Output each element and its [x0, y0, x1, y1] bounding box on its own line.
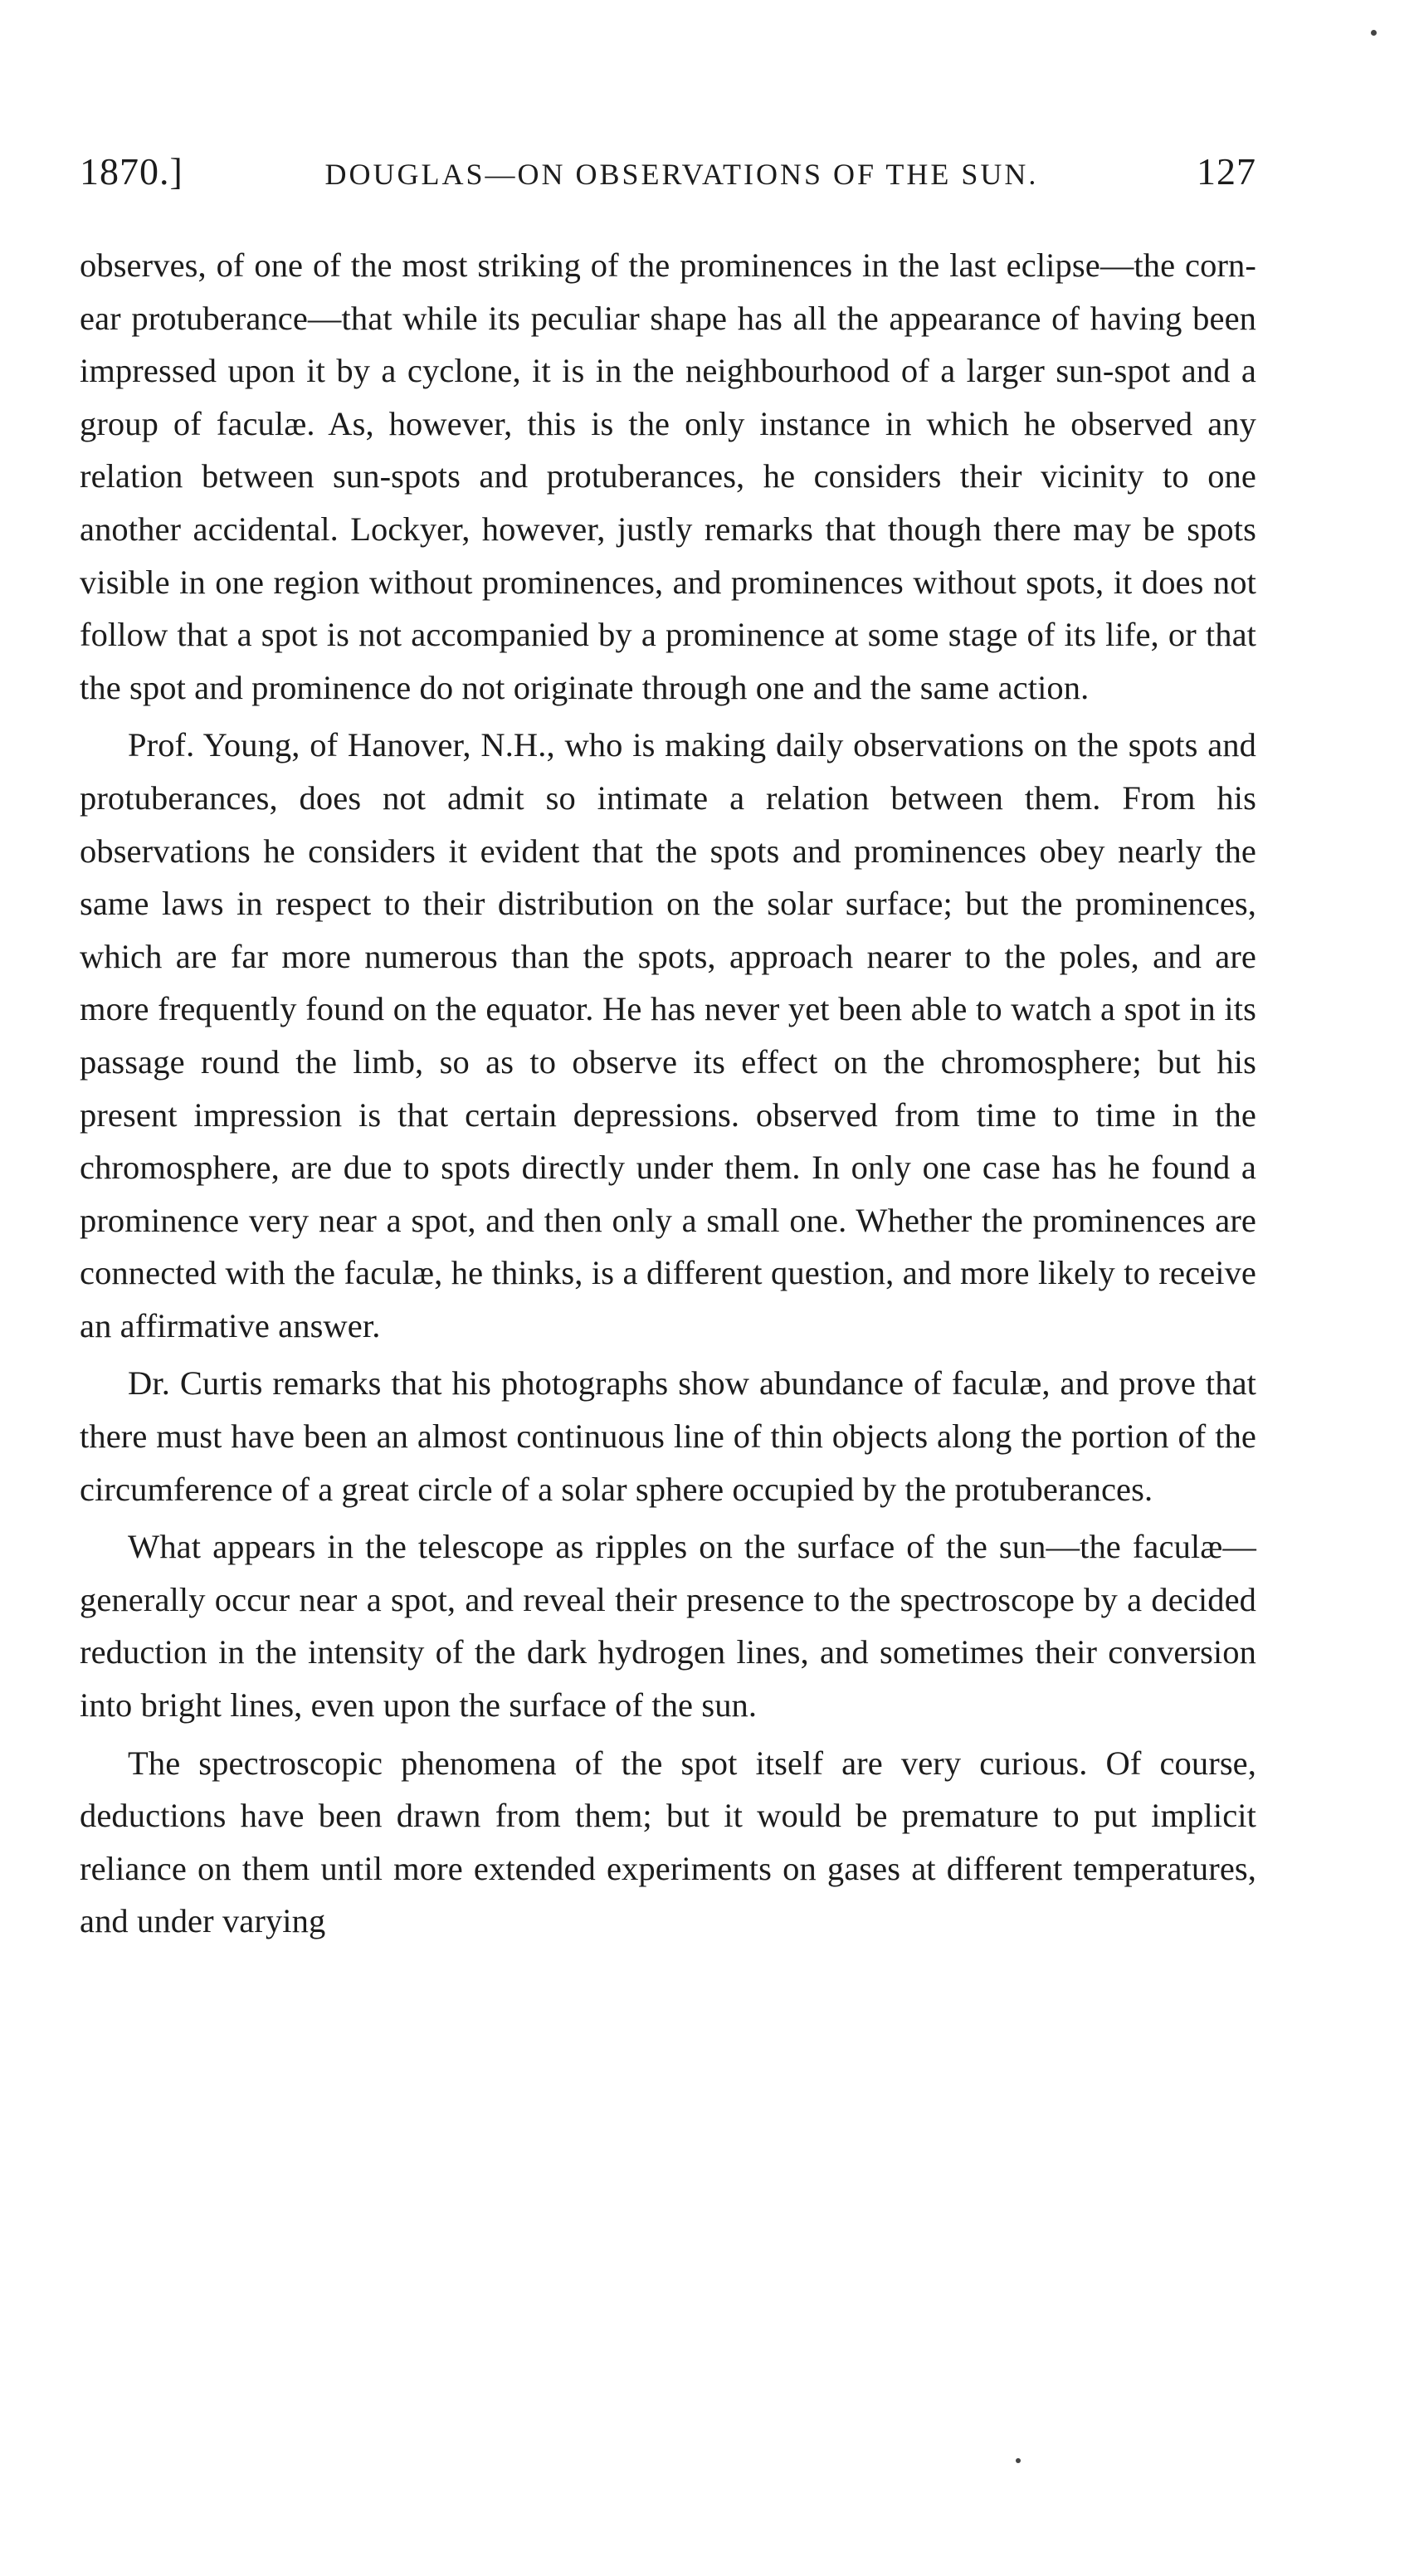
page-number: 127: [1197, 150, 1256, 193]
paragraph-4: What appears in the telescope as ripples on the surface of the sun—the faculæ—generally occur near a spot, and reveal their presence to the spectroscope by a decided reduction in the intensity of the dark hydrogen lines, and sometimes their conversion into bright lines, even upon the surface of the sun.: [80, 1528, 1256, 1725]
bottom-speck: [1016, 2458, 1021, 2463]
paragraph-3: Dr. Curtis remarks that his photographs show abundance of faculæ, and prove that there must have been an almost continuous line of thin objects along the portion of the circumference of a great circle of a solar sphere occupied by the protuberances.: [80, 1364, 1256, 1508]
running-head: [80, 149, 1256, 216]
running-head-title: DOUGLAS—ON OBSERVATIONS OF THE SUN.: [324, 158, 1039, 191]
paragraph-5: The spectroscopic phenomena of the spot itself are very curious. Of course, deductions have been drawn from them; but it would be premature to put implicit reliance on them until more extended experiments on gases at different temperatures, and under varying: [80, 1744, 1256, 1940]
document-page: [80, 149, 1256, 1948]
running-head-year: 1870.]: [80, 150, 183, 193]
body-text: [80, 239, 1256, 1948]
paragraph-2: Prof. Young, of Hanover, N.H., who is making daily observations on the spots and protuberances, does not admit so intimate a relation between them. From his observations he considers it evident that the spots and prominences obey nearly the same laws in respect to their distribution on the solar surface; but the prominences, which are far more numerous than the spots, approach nearer to the poles, and are more frequently found on the equator. He has never yet been able to watch a spot in its passage round the limb, so as to observe its effect on the chromosphere; but his present impression is that certain depressions. observed from time to time in the chromosphere, are due to spots directly under them. In only one case has he found a prominence very near a spot, and then only a small one. Whether the prominences are connected with the faculæ, he thinks, is a different question, and more likely to receive an affirmative answer.: [80, 726, 1256, 1344]
corner-speck: [1371, 30, 1377, 36]
paragraph-1: observes, of one of the most striking of the prominences in the last eclipse—the corn-ear protuberance—that while its peculiar shape has all the appearance of having been impressed upon it by a cyclone, it is in the neighbourhood of a larger sun-spot and a group of faculæ. As, however, this is the only instance in which he observed any relation between sun-spots and protuberances, he considers their vicinity to one another accidental. Lockyer, however, justly remarks that though there may be spots visible in one region without prominences, and prominences without spots, it does not follow that a spot is not accompanied by a prominence at some stage of its life, or that the spot and prominence do not originate through one and the same action.: [80, 246, 1256, 706]
